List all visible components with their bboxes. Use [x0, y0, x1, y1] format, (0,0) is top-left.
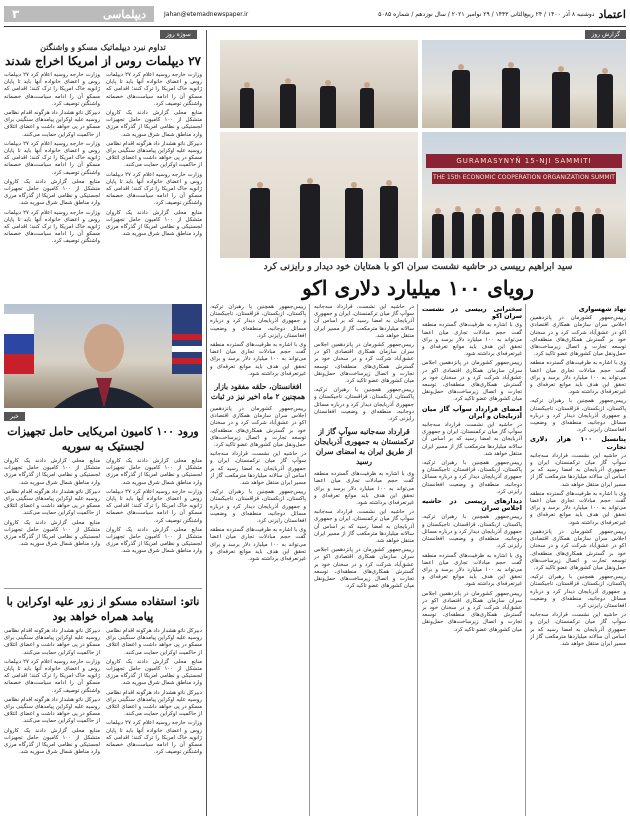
paragraph: دبیرکل ناتو هشدار داد هرگونه اقدام نظامی روسیه علیه اوکراین پیامدهای سنگینی برای مسکو در پی خواهد داشت و اعضای ائتلاف از حاکمیت اوکراین حمایت می‌کنند. — [4, 628, 100, 656]
paragraph: در حاشیه این نشست، قرارداد سه‌جانبه سوآپ گاز میان ترکمنستان، ایران و جمهوری آذربایجان به امضا رسید که بر اساس آن سالانه میلیاردها مترمکعب گاز از مسیر ایران منتقل خواهد شد. — [210, 451, 306, 487]
paragraph: دبیرکل ناتو هشدار داد هرگونه اقدام نظامی روسیه علیه اوکراین پیامدهای سنگینی برای مسکو در پی خواهد داشت و اعضای ائتلاف از حاکمیت اوکراین حمایت می‌کنند. — [106, 689, 202, 718]
paragraph: منابع محلی گزارش دادند یک کاروان متشکل از ۱۰۰ کامیون حامل تجهیزات لجستیکی و نظامی امریکا از گذرگاه مرزی وارد مناطق شمال شرق سوریه شد. — [106, 458, 202, 486]
summit-column-1 — [530, 304, 626, 816]
paragraph: رییس‌جمهور کشورمان در پانزدهمین اجلاس سران سازمان همکاری اقتصادی اکو در عشق‌آباد شرکت کرد و در سخنان خود بر گسترش همکاری‌های منطقه‌ای، توسعه تجارت و اتصال زیرساخت‌های حمل‌ونقل میان کشورهای عضو تاکید کرد. — [314, 547, 414, 590]
masthead-rule — [4, 26, 626, 27]
paragraph: رییس‌جمهور کشورمان در پانزدهمین اجلاس سران سازمان همکاری اقتصادی اکو در عشق‌آباد شرکت کرد و در سخنان خود بر گسترش همکاری‌های منطقه‌ای، توسعه تجارت و اتصال زیرساخت‌های حمل‌ونقل میان کشورهای عضو تاکید کرد. — [314, 342, 414, 385]
paragraph: رییس‌جمهور همچنین با رهبران ترکیه، پاکستان، ازبکستان، قزاقستان، تاجیکستان و جمهوری آذربایجان دیدار کرد و درباره مسائل دوجانبه، منطقه‌ای و وضعیت افغانستان رایزنی کرد. — [530, 398, 626, 434]
paragraph: منابع محلی گزارش دادند یک کاروان متشکل از ۱۰۰ کامیون حامل تجهیزات لجستیکی و نظامی امریکا از گذرگاه مرزی وارد مناطق شمال شرق سوریه شد. — [4, 727, 100, 756]
syria-story-column-1 — [4, 458, 100, 584]
paragraph: منابع محلی گزارش دادند یک کاروان متشکل از ۱۰۰ کامیون حامل تجهیزات لجستیکی و نظامی امریکا از گذرگاه مرزی وارد مناطق شمال شرق سوریه شد. — [106, 526, 202, 555]
syria-story-headline: ورود ۱۰۰ کامیون امریکایی حامل تجهیزات لجستیک به سوریه — [7, 425, 199, 453]
paragraph: وزارت خارجه روسیه اعلام کرد ۲۷ دیپلمات روس و اعضای خانواده آنها باید تا پایان ژانویه خاک امریکا را ترک کنند؛ اقدامی که مسکو آن را ادامه سیاست‌های خصمانه واشنگتن توصیف کرد. — [4, 140, 100, 176]
left-story-column-1 — [4, 72, 100, 300]
pull-quote-afghanistan: افغانستان، حلقه مفقود بازار همچنین ۲ ماه اخیر نیز در ثبات — [210, 382, 306, 402]
section-email[interactable]: Jahan@etemadnewspaper.ir — [164, 10, 249, 18]
newspaper-logo: اعتماد — [598, 7, 626, 21]
summit-column-4 — [210, 304, 306, 816]
photo-meeting-2 — [422, 40, 626, 128]
paragraph: وزارت خارجه روسیه اعلام کرد ۲۷ دیپلمات روس و اعضای خانواده آنها باید تا پایان ژانویه خاک امریکا را ترک کنند؛ اقدامی که مسکو آن را ادامه سیاست‌های خصمانه واشنگتن توصیف کرد. — [106, 171, 202, 207]
paragraph: وزارت خارجه روسیه اعلام کرد ۲۷ دیپلمات روس و اعضای خانواده آنها باید تا پایان ژانویه خاک امریکا را ترک کنند؛ اقدامی که مسکو آن را ادامه سیاست‌های خصمانه واشنگتن توصیف کرد. — [106, 488, 202, 524]
paragraph: در حاشیه این نشست، قرارداد سه‌جانبه سوآپ گاز میان ترکمنستان، ایران و جمهوری آذربایجان به امضا رسید که بر اساس آن سالانه میلیاردها مترمکعب گاز از مسیر ایران منتقل خواهد شد. — [530, 452, 626, 488]
summit-column-2 — [422, 304, 522, 816]
summit-headline: رویای ۱۰۰ میلیارد دلاری اکو — [302, 276, 534, 300]
left-story-kicker: تداوم نبرد دیپلماتیک مسکو و واشنگتن — [40, 42, 166, 52]
summit-banner-line1: GURAMASYNYŇ 15-NJI SAMMITI — [456, 157, 592, 165]
tag-report: گزارش روز — [585, 30, 626, 39]
paragraph: در حاشیه این نشست، قرارداد سه‌جانبه سوآپ گاز میان ترکمنستان، ایران و جمهوری آذربایجان به امضا رسید که بر اساس آن سالانه میلیاردها مترمکعب گاز از مسیر ایران منتقل خواهد شد. — [314, 304, 414, 339]
paragraph: دبیرکل ناتو هشدار داد هرگونه اقدام نظامی روسیه علیه اوکراین پیامدهای سنگینی برای مسکو در پی خواهد داشت و اعضای ائتلاف از حاکمیت اوکراین حمایت می‌کنند. — [4, 110, 100, 138]
left-story-headline: ۲۷ دیپلمات روس از امریکا اخراج شدند — [5, 54, 201, 68]
paragraph: منابع محلی گزارش دادند یک کاروان متشکل از ۱۰۰ کامیون حامل تجهیزات لجستیکی و نظامی امریکا از گذرگاه مرزی وارد مناطق شمال شرق سوریه شد. — [4, 178, 100, 207]
syria-story-column-2 — [106, 458, 202, 584]
paragraph: در حاشیه این نشست، قرارداد سه‌جانبه سوآپ گاز میان ترکمنستان، ایران و جمهوری آذربایجان به امضا رسید که بر اساس آن سالانه میلیاردها مترمکعب گاز از مسیر ایران منتقل خواهد شد. — [422, 422, 522, 457]
summit-byline: نهاد شهسواری — [578, 305, 626, 313]
flags-and-portrait-illustration — [4, 304, 202, 408]
nato-story-headline: ناتو: استفاده مسکو از زور علیه اوکراین با پیامد همراه خواهد بود — [6, 595, 200, 623]
subhead-speech: سخنرانی رییسی در نشست سران اکو — [422, 305, 522, 321]
paragraph: وی با اشاره به ظرفیت‌های گسترده منطقه گفت حجم مبادلات تجاری میان اعضا می‌تواند به ۱۰۰ میلیارد دلار برسد و برای تحقق این هدف باید موانع تعرفه‌ای و غیرتعرفه‌ای برداشته شود. — [422, 322, 522, 358]
photo-handshake — [220, 132, 418, 258]
paragraph: در حاشیه این نشست، قرارداد سه‌جانبه سوآپ گاز میان ترکمنستان، ایران و جمهوری آذربایجان به امضا رسید که بر اساس آن سالانه میلیاردها مترمکعب گاز از مسیر ایران منتقل خواهد شد. — [530, 612, 626, 647]
tag-news2: خبر — [4, 412, 25, 421]
paragraph: وی با اشاره به ظرفیت‌های گسترده منطقه گفت حجم مبادلات تجاری میان اعضا می‌تواند به ۱۰۰ میلیارد دلار برسد و برای تحقق این هدف باید موانع تعرفه‌ای و غیرتعرفه‌ای برداشته شود. — [422, 552, 522, 588]
summit-kicker: سید ابراهیم رییسی در حاشیه نشست سران اکو با همتایان خود دیدار و رایزنی کرد — [263, 262, 573, 272]
summit-column-3 — [314, 304, 414, 816]
subhead-gas-swap: امضای قرارداد سوآپ گاز میان آذربایجان و ایران — [422, 404, 522, 420]
photo-summit-group — [422, 132, 626, 258]
photo-russian-ambassador — [4, 304, 202, 408]
paragraph: وی با اشاره به ظرفیت‌های گسترده منطقه گفت حجم مبادلات تجاری میان اعضا می‌تواند به ۱۰۰ میلیارد دلار برسد و برای تحقق این هدف باید موانع تعرفه‌ای و غیرتعرفه‌ای برداشته شود. — [210, 527, 306, 563]
pull-quote-gas: قرارداد سه‌جانبه سوآپ گاز از ترکمنستان به جمهوری آذربایجان از طریق ایران به امضای سران رسید — [314, 427, 414, 467]
paragraph: رییس‌جمهور همچنین با رهبران ترکیه، پاکستان، ازبکستان، قزاقستان، تاجیکستان و جمهوری آذربایجان دیدار کرد و درباره مسائل دوجانبه، منطقه‌ای و وضعیت افغانستان رایزنی کرد. — [530, 574, 626, 609]
subhead-meetings: دیدارهای رییسی در حاشیه اجلاس سران — [422, 497, 522, 513]
paragraph: منابع محلی گزارش دادند یک کاروان متشکل از ۱۰۰ کامیون حامل تجهیزات لجستیکی و نظامی امریکا از گذرگاه مرزی وارد مناطق شمال شرق سوریه شد. — [106, 110, 202, 138]
nato-story-column-2 — [106, 628, 202, 816]
nato-story-column-1 — [4, 628, 100, 816]
paragraph: وی با اشاره به ظرفیت‌های گسترده منطقه گفت حجم مبادلات تجاری میان اعضا می‌تواند به ۱۰۰ میلیارد دلار برسد و برای تحقق این هدف باید موانع تعرفه‌ای و غیرتعرفه‌ای برداشته شود. — [530, 360, 626, 396]
paragraph: وزارت خارجه روسیه اعلام کرد ۲۷ دیپلمات روس و اعضای خانواده آنها باید تا پایان ژانویه خاک امریکا را ترک کنند؛ اقدامی که مسکو آن را ادامه سیاست‌های خصمانه واشنگتن توصیف کرد. — [106, 720, 202, 756]
left-story-column-2 — [106, 72, 202, 300]
section-bar — [4, 6, 154, 22]
paragraph: رییس‌جمهور همچنین با رهبران ترکیه، پاکستان، ازبکستان، قزاقستان، تاجیکستان و جمهوری آذربایجان دیدار کرد و درباره مسائل دوجانبه، منطقه‌ای و وضعیت افغانستان رایزنی کرد. — [210, 489, 306, 525]
paragraph: منابع محلی گزارش دادند یک کاروان متشکل از ۱۰۰ کامیون حامل تجهیزات لجستیکی و نظامی امریکا از گذرگاه مرزی وارد مناطق شمال شرق سوریه شد. — [106, 658, 202, 687]
paragraph: وزارت خارجه روسیه اعلام کرد ۲۷ دیپلمات روس و اعضای خانواده آنها باید تا پایان ژانویه خاک امریکا را ترک کنند؛ اقدامی که مسکو آن را ادامه سیاست‌های خصمانه واشنگتن توصیف کرد. — [4, 209, 100, 245]
paragraph: دبیرکل ناتو هشدار داد هرگونه اقدام نظامی روسیه علیه اوکراین پیامدهای سنگینی برای مسکو در پی خواهد داشت و اعضای ائتلاف از حاکمیت اوکراین حمایت می‌کنند. — [4, 696, 100, 725]
paragraph: رییس‌جمهور همچنین با رهبران ترکیه، پاکستان، ازبکستان، قزاقستان، تاجیکستان و جمهوری آذربایجان دیدار کرد و درباره مسائل دوجانبه، منطقه‌ای و وضعیت افغانستان رایزنی کرد. — [422, 460, 522, 495]
paragraph: در حاشیه این نشست، قرارداد سه‌جانبه سوآپ گاز میان ترکمنستان، ایران و جمهوری آذربایجان به امضا رسید که بر اساس آن سالانه میلیاردها مترمکعب گاز از مسیر ایران منتقل خواهد شد. — [314, 509, 414, 545]
paragraph: وزارت خارجه روسیه اعلام کرد ۲۷ دیپلمات روس و اعضای خانواده آنها باید تا پایان ژانویه خاک امریکا را ترک کنند؛ اقدامی که مسکو آن را ادامه سیاست‌های خصمانه واشنگتن توصیف کرد. — [4, 72, 100, 107]
photo-meeting-1 — [220, 40, 418, 128]
paragraph: رییس‌جمهور همچنین با رهبران ترکیه، پاکستان، ازبکستان، قزاقستان، تاجیکستان و جمهوری آذربایجان دیدار کرد و درباره مسائل دوجانبه، منطقه‌ای و وضعیت افغانستان رایزنی کرد. — [314, 387, 414, 423]
paragraph: رییس‌جمهور همچنین با رهبران ترکیه، پاکستان، ازبکستان، قزاقستان، تاجیکستان و جمهوری آذربایجان دیدار کرد و درباره مسائل دوجانبه، منطقه‌ای و وضعیت افغانستان رایزنی کرد. — [422, 514, 522, 550]
paragraph: رییس‌جمهور کشورمان در پانزدهمین اجلاس سران سازمان همکاری اقتصادی اکو در عشق‌آباد شرکت کرد و در سخنان خود بر گسترش همکاری‌های منطقه‌ای، توسعه تجارت و اتصال زیرساخت‌های حمل‌ونقل میان کشورهای عضو تاکید کرد. — [530, 528, 626, 571]
paragraph: رییس‌جمهور همچنین با رهبران ترکیه، پاکستان، ازبکستان، قزاقستان، تاجیکستان و جمهوری آذربایجان دیدار کرد و درباره مسائل دوجانبه، منطقه‌ای و وضعیت افغانستان رایزنی کرد. — [210, 304, 306, 339]
tag-news: سوژه روز — [160, 30, 197, 39]
paragraph: وزارت خارجه روسیه اعلام کرد ۲۷ دیپلمات روس و اعضای خانواده آنها باید تا پایان ژانویه خاک امریکا را ترک کنند؛ اقدامی که مسکو آن را ادامه سیاست‌های خصمانه واشنگتن توصیف کرد. — [4, 658, 100, 694]
paragraph: وزارت خارجه روسیه اعلام کرد ۲۷ دیپلمات روس و اعضای خانواده آنها باید تا پایان ژانویه خاک امریکا را ترک کنند؛ اقدامی که مسکو آن را ادامه سیاست‌های خصمانه واشنگتن توصیف کرد. — [106, 72, 202, 107]
paragraph: دبیرکل ناتو هشدار داد هرگونه اقدام نظامی روسیه علیه اوکراین پیامدهای سنگینی برای مسکو در پی خواهد داشت و اعضای ائتلاف از حاکمیت اوکراین حمایت می‌کنند. — [4, 488, 100, 517]
paragraph: وی با اشاره به ظرفیت‌های گسترده منطقه گفت حجم مبادلات تجاری میان اعضا می‌تواند به ۱۰۰ میلیارد دلار برسد و برای تحقق این هدف باید موانع تعرفه‌ای و غیرتعرفه‌ای برداشته شود. — [530, 490, 626, 526]
paragraph: رییس‌جمهور کشورمان در پانزدهمین اجلاس سران سازمان همکاری اقتصادی اکو در عشق‌آباد شرکت کرد و در سخنان خود بر گسترش همکاری‌های منطقه‌ای، توسعه تجارت و اتصال زیرساخت‌های حمل‌ونقل میان کشورهای عضو تاکید کرد. — [422, 590, 522, 633]
paragraph: دبیرکل ناتو هشدار داد هرگونه اقدام نظامی روسیه علیه اوکراین پیامدهای سنگینی برای مسکو در پی خواهد داشت و اعضای ائتلاف از حاکمیت اوکراین حمایت می‌کنند. — [106, 140, 202, 169]
paragraph: دبیرکل ناتو هشدار داد هرگونه اقدام نظامی روسیه علیه اوکراین پیامدهای سنگینی برای مسکو در پی خواهد داشت و اعضای ائتلاف از حاکمیت اوکراین حمایت می‌کنند. — [106, 628, 202, 656]
summit-banner — [426, 154, 622, 168]
paragraph: منابع محلی گزارش دادند یک کاروان متشکل از ۱۰۰ کامیون حامل تجهیزات لجستیکی و نظامی امریکا از گذرگاه مرزی وارد مناطق شمال شرق سوریه شد. — [106, 209, 202, 238]
paragraph: منابع محلی گزارش دادند یک کاروان متشکل از ۱۰۰ کامیون حامل تجهیزات لجستیکی و نظامی امریکا از گذرگاه مرزی وارد مناطق شمال شرق سوریه شد. — [4, 458, 100, 486]
section-label: دیپلماسی — [102, 7, 146, 21]
summit-banner-line2: THE 15th ECONOMIC COOPERATION ORGANIZATION SUMMIT — [432, 172, 616, 184]
issue-date: دوشنبه ۸ آذر ۱۴۰۰ / ۲۴ ربیع‌الثانی ۱۴۴۳ / ۲۹ نوامبر ۲۰۲۱ / سال نوزدهم / شماره ۵۰۸۵ — [378, 10, 595, 18]
page-number: ۳ — [12, 7, 20, 21]
paragraph: منابع محلی گزارش دادند یک کاروان متشکل از ۱۰۰ کامیون حامل تجهیزات لجستیکی و نظامی امریکا از گذرگاه مرزی وارد مناطق شمال شرق سوریه شد. — [4, 519, 100, 548]
subhead-potential: پتانسیل ۱۰۰ هزار دلاری تجارت — [530, 435, 626, 451]
paragraph: رییس‌جمهور کشورمان در پانزدهمین اجلاس سران سازمان همکاری اقتصادی اکو در عشق‌آباد شرکت کرد و در سخنان خود بر گسترش همکاری‌های منطقه‌ای، توسعه تجارت و اتصال زیرساخت‌های حمل‌ونقل میان کشورهای عضو تاکید کرد. — [210, 406, 306, 449]
paragraph: رییس‌جمهور کشورمان در پانزدهمین اجلاس سران سازمان همکاری اقتصادی اکو در عشق‌آباد شرکت کرد و در سخنان خود بر گسترش همکاری‌های منطقه‌ای، توسعه تجارت و اتصال زیرساخت‌های حمل‌ونقل میان کشورهای عضو تاکید کرد. — [530, 315, 626, 358]
paragraph: وی با اشاره به ظرفیت‌های گسترده منطقه گفت حجم مبادلات تجاری میان اعضا می‌تواند به ۱۰۰ میلیارد دلار برسد و برای تحقق این هدف باید موانع تعرفه‌ای و غیرتعرفه‌ای برداشته شود. — [210, 342, 306, 377]
paragraph: وی با اشاره به ظرفیت‌های گسترده منطقه گفت حجم مبادلات تجاری میان اعضا می‌تواند به ۱۰۰ میلیارد دلار برسد و برای تحقق این هدف باید موانع تعرفه‌ای و غیرتعرفه‌ای برداشته شود. — [314, 471, 414, 507]
paragraph: رییس‌جمهور کشورمان در پانزدهمین اجلاس سران سازمان همکاری اقتصادی اکو در عشق‌آباد شرکت کرد و در سخنان خود بر گسترش همکاری‌های منطقه‌ای، توسعه تجارت و اتصال زیرساخت‌های حمل‌ونقل میان کشورهای عضو تاکید کرد. — [422, 360, 522, 403]
masthead-brand — [378, 8, 626, 21]
